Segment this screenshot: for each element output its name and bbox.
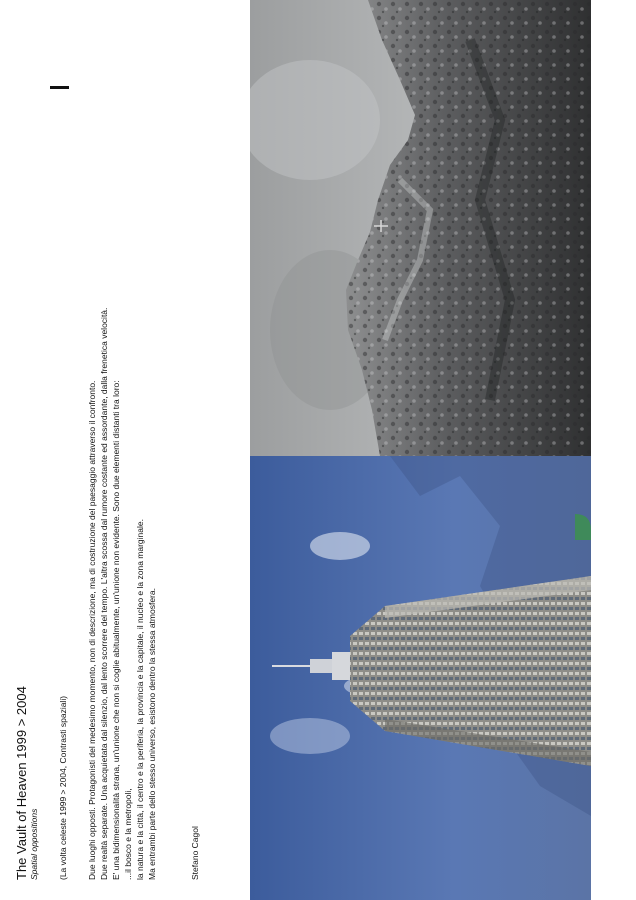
work-subtitle: Spatial oppositions [29,808,39,880]
mountain-image [250,0,591,456]
work-description [86,308,158,880]
caption-column [14,10,244,880]
author-name: Stefano Cagol [190,826,200,880]
work-title: The Vault of Heaven 1999 > 2004 [14,686,29,880]
description-line: Due realtà separate. Una acquietata dal silenzio, dal lento scorrere del tempo. L'altra scossa dal rumore costante ed assordante, dalla frenetica velocità. [99,307,109,880]
description-line: la natura e la città, il centro e la periferia, la provincia e la capitale, il nucleo e la zona marginale. [135,519,145,880]
description-line: Due luoghi opposti. Protagonisti del medesimo momento, non di descrizione, ma di costruzione del paesaggio attraverso il confronto. [87,380,97,880]
skyscraper-photo [250,456,591,900]
description-line: E' una bidimensionalità strana, un'unione che non si coglie abitualmente, un'unione non evidente. Sono due elementi distanti tra loro: [111,380,121,880]
description-line: ...il bosco e la metropoli, [123,788,133,880]
work-credit: (La volta celeste 1999 > 2004, Contrasti spaziali) [58,695,68,880]
description-line: Ma entrambi parte dello stesso universo, esistono dentro la stessa atmosfera. [147,588,157,880]
mountain-photo [250,0,591,456]
skyscraper-image [250,456,591,900]
